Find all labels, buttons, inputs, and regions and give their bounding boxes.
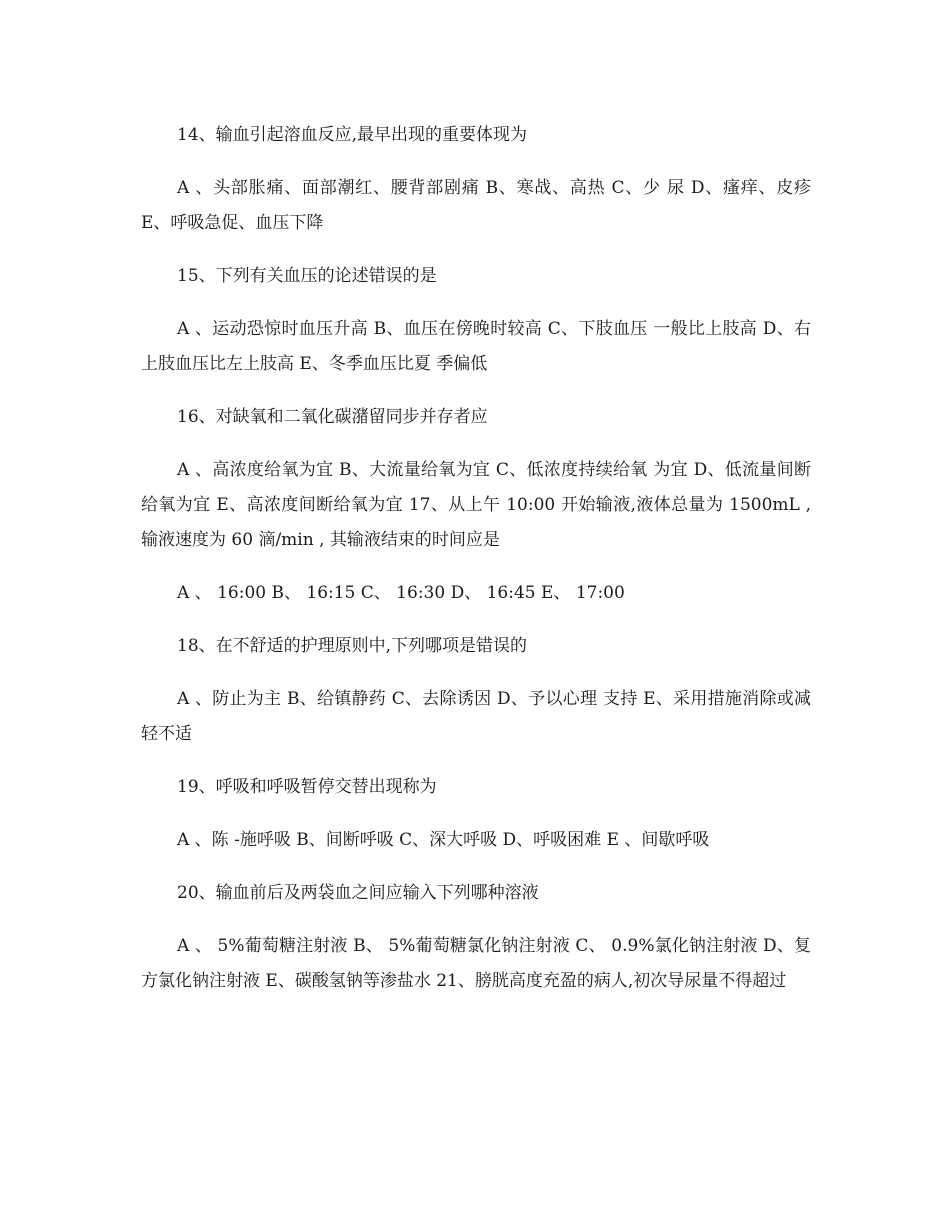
question-16: 16、对缺氧和二氧化碳潴留同步并存者应: [177, 407, 488, 427]
question-20: 20、输血前后及两袋血之间应输入下列哪种溶液: [177, 883, 539, 903]
document-body: [141, 118, 811, 1017]
options-18: A 、防止为主 B、给镇静药 C、去除诱因 D、予以心理 支持 E、采用措施消除或减轻不适: [141, 689, 811, 744]
question-14: 14、输血引起溶血反应,最早出现的重要体现为: [177, 125, 528, 145]
question-15: 15、下列有关血压的论述错误的是: [177, 266, 437, 286]
question-18: 18、在不舒适的护理原则中,下列哪项是错误的: [177, 636, 528, 656]
options-16-question-17: A 、高浓度给氧为宜 B、大流量给氧为宜 C、低浓度持续给氧 为宜 D、低流量间断给氧为宜 E、高浓度间断给氧为宜 17、从上午 10:00 开始输液,液体总量为 1500mL ,输液速度为 60 滴/min , 其输液结束的时间应是: [141, 460, 811, 550]
question-19: 19、呼吸和呼吸暂停交替出现称为: [177, 777, 437, 797]
options-14: A 、头部胀痛、面部潮红、腰背部剧痛 B、寒战、高热 C、少 尿 D、瘙痒、皮疹 E、呼吸急促、血压下降: [141, 178, 811, 233]
options-19: A 、陈 -施呼吸 B、间断呼吸 C、深大呼吸 D、呼吸困难 E 、间歇呼吸: [177, 830, 710, 850]
options-15: A 、运动恐惊时血压升高 B、血压在傍晚时较高 C、下肢血压 一般比上肢高 D、右上肢血压比左上肢高 E、冬季血压比夏 季偏低: [141, 319, 811, 374]
options-17: A 、 16:00 B、 16:15 C、 16:30 D、 16:45 E、 17:00: [177, 583, 625, 603]
options-20-question-21: A 、 5%葡萄糖注射液 B、 5%葡萄糖氯化钠注射液 C、 0.9%氯化钠注射液 D、复方氯化钠注射液 E、碳酸氢钠等渗盐水 21、膀胱高度充盈的病人,初次导尿量不得超过: [141, 936, 811, 991]
